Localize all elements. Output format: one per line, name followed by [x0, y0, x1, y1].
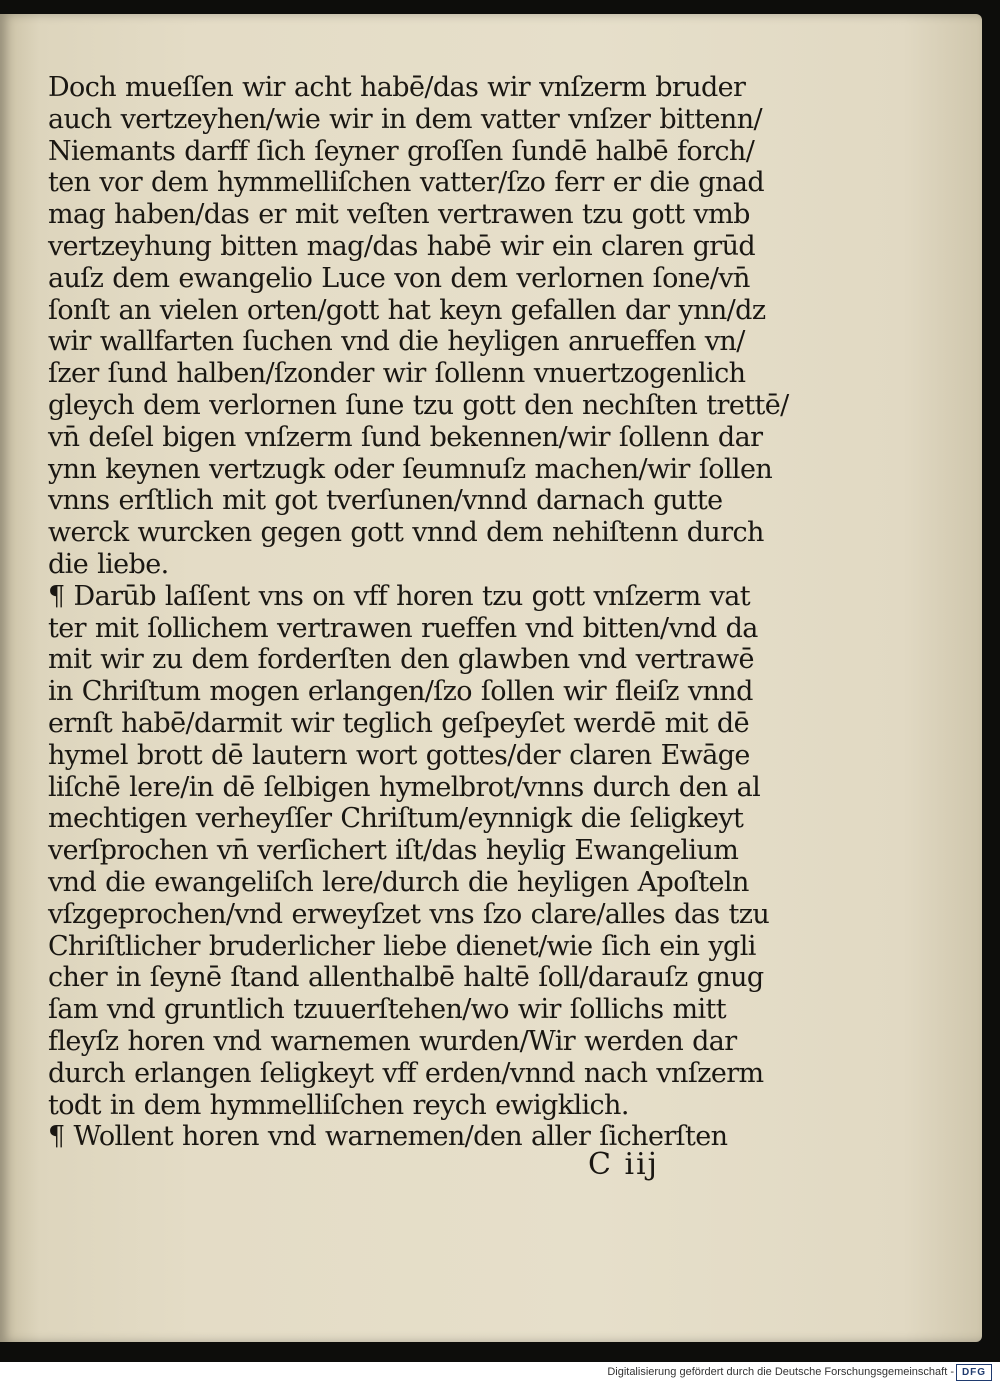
text-line: ¶ Wollent horen vnd warnemen/den aller ſicherſten: [48, 1121, 728, 1153]
text-line: ſonſt an vielen orten/gott hat keyn gefallen dar ynn/dz: [48, 294, 766, 326]
text-line: cher in ſeynē ſtand allenthalbē haltē ſoll/darauſz gnug: [48, 962, 764, 994]
text-line: ernſt habē/darmit wir teglich geſpeyſet werdē mit dē: [48, 707, 749, 739]
text-line: ¶ Darūb laſſent vns on vff horen tzu gott vnſzerm vat: [48, 580, 751, 612]
text-line: todt in dem hymmelliſchen reych ewigklich.: [48, 1089, 629, 1121]
text-line: Doch mueſſen wir acht habē/das wir vnſzerm bruder: [48, 72, 746, 103]
text-line: mechtigen verheyſſer Chriſtum/eynnigk die ſeligkeyt: [48, 803, 744, 835]
dfg-logo: DFG: [956, 1364, 992, 1381]
text-line: ten vor dem hymmelliſchen vatter/ſzo ferr er die gnad: [48, 167, 765, 199]
text-line: vſzgeprochen/vnd erweyſzet vns ſzo clare/alles das tzu: [48, 898, 770, 930]
text-line: vnd die ewangeliſch lere/durch die heyligen Apoſteln: [48, 866, 749, 898]
text-line: mag haben/das er mit veſten vertrawen tzu gott vmb: [48, 199, 750, 231]
text-line: liſchē lere/in dē ſelbigen hymelbrot/vnns durch den al: [48, 771, 761, 803]
text-line: ſam vnd gruntlich tzuuerſtehen/wo wir ſollichs mitt: [48, 994, 727, 1026]
text-line: Chriſtlicher bruderlicher liebe dienet/wie ſich ein ygli: [48, 930, 756, 962]
text-line: in Chriſtum mogen erlangen/ſzo ſollen wir fleiſz vnnd: [48, 676, 753, 708]
text-line: gleych dem verlornen ſune tzu gott den nechſten trettē/: [48, 389, 789, 421]
text-line: wir wallfarten ſuchen vnd die heyligen anrueffen vn/: [48, 326, 745, 358]
text-line: hymel brott dē lautern wort gottes/der claren Ewāge: [48, 739, 750, 771]
signature-mark: C iij: [588, 1147, 659, 1182]
text-line: vn̄ deſel bigen vnſzerm ſund bekennen/wir ſollenn dar: [48, 421, 763, 453]
text-line: Niemants darff ſich ſeyner groſſen ſundē halbē forch/: [48, 135, 755, 167]
text-line: verſprochen vn̄ verſichert iſt/das heylig Ewangelium: [48, 835, 739, 867]
text-line: auſz dem ewangelio Luce von dem verlornen ſone/vn̄: [48, 262, 750, 294]
text-line: ynn keynen vertzugk oder ſeumnuſz machen/wir ſollen: [48, 453, 773, 485]
text-line: vertzeyhung bitten mag/das habē wir ein claren grūd: [48, 230, 756, 262]
text-line: durch erlangen ſeligkeyt vff erden/vnnd nach vnſzerm: [48, 1057, 764, 1089]
text-line: fleyſz horen vnd warnemen wurden/Wir werden dar: [48, 1025, 737, 1057]
text-line: auch vertzeyhen/wie wir in dem vatter vnſzer bittenn/: [48, 103, 762, 135]
text-line: vnns erſtlich mit got tverſunen/vnnd darnach gutte: [48, 485, 723, 517]
footer-credit: Digitalisierung gefördert durch die Deutsche Forschungsgemeinschaft -: [607, 1366, 954, 1378]
text-line: werck wurcken gegen gott vnnd dem nehiſtenn durch: [48, 517, 764, 549]
text-line: mit wir zu dem forderſten den glawben vnd vertrawē: [48, 644, 754, 676]
text-line: ſzer ſund halben/ſzonder wir ſollenn vnuertzogenlich: [48, 358, 746, 390]
text-line: die liebe.: [48, 548, 169, 580]
page-text: [48, 72, 789, 1153]
text-line: ter mit ſollichem vertrawen rueffen vnd bitten/vnd da: [48, 612, 758, 644]
footer-bar: [0, 1362, 1000, 1382]
